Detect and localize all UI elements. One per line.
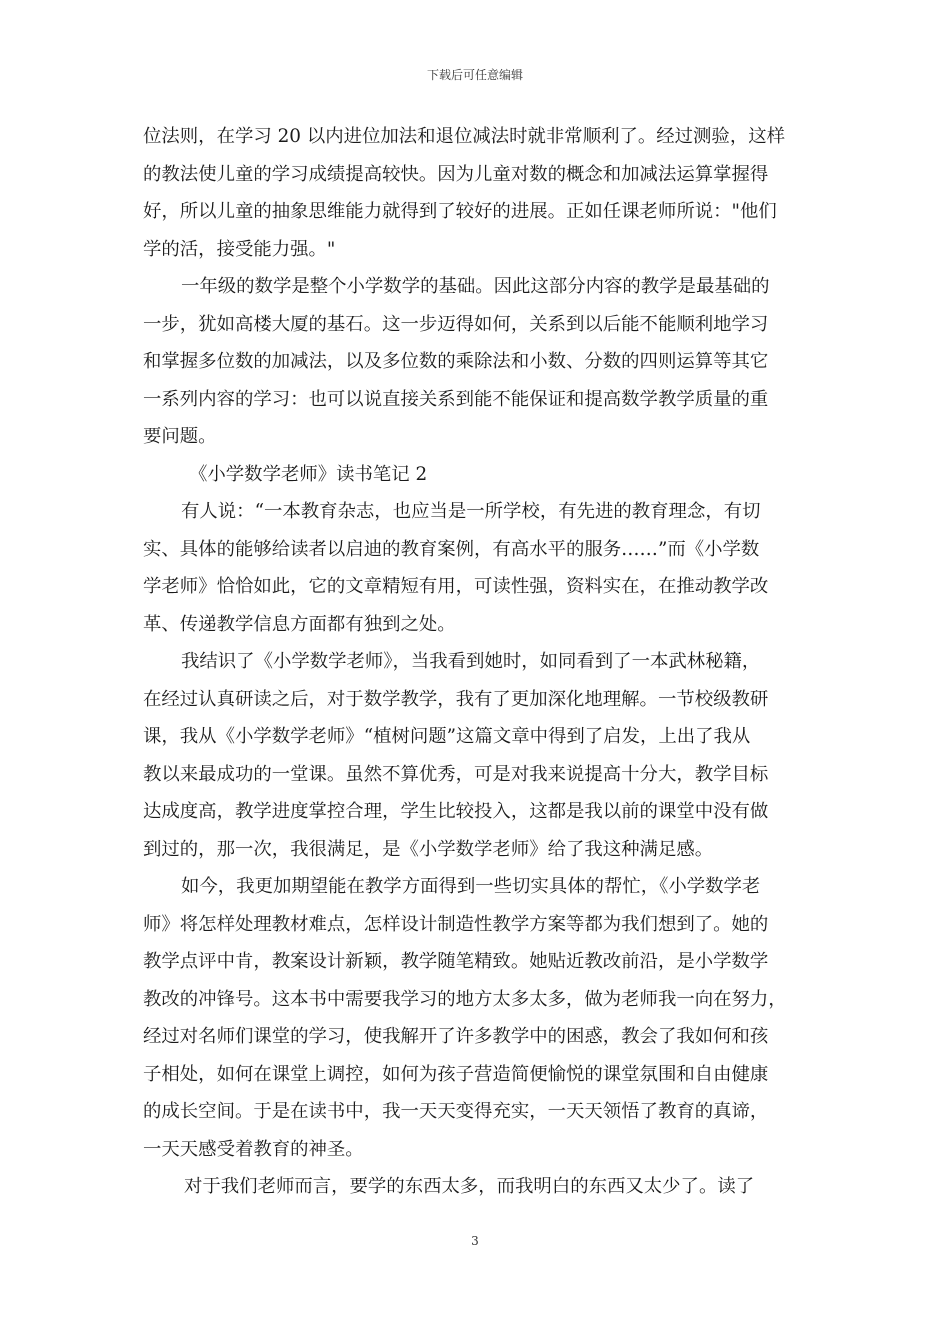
text-line: 对于我们老师而言，要学的东西太多，而我明白的东西又太少了。读了 [184, 1176, 755, 1197]
text-line: 有人说：“一本教育杂志，也应当是一所学校，有先进的教育理念，有切 [181, 501, 761, 522]
text-line: 学的活，接受能力强。" [143, 238, 336, 260]
text-line: 我结识了《小学数学老师》，当我看到她时，如同看到了一本武林秘籍， [181, 651, 761, 672]
page-header: 下载后可任意编辑 [426, 68, 523, 82]
page-number: 3 [471, 1234, 479, 1248]
text-line: 课，我从《小学数学老师》“植树问题”这篇文章中得到了启发，上出了我从 [143, 726, 751, 747]
text-line: 师》将怎样处理教材难点，怎样设计制造性教学方案等都为我们想到了。她的 [143, 913, 769, 935]
text-line: 达成度高，教学进度掌控合理，学生比较投入，这都是我以前的课堂中没有做 [143, 801, 769, 822]
section-title: 《小学数学老师》读书笔记 2 [189, 463, 428, 485]
text-line: 革、传递教学信息方面都有独到之处。 [143, 613, 456, 635]
text-line: 如今，我更加期望能在教学方面得到一些切实具体的帮忙，《小学数学老 [181, 876, 761, 897]
text-line: 和掌握多位数的加减法，以及多位数的乘除法和小数、分数的四则运算等其它 [143, 351, 769, 372]
text-line: 的教法使儿童的学习成绩提高较快。因为儿童对数的概念和加减法运算掌握得 [143, 163, 769, 185]
text-line: 到过的，那一次，我很满足，是《小学数学老师》给了我这种满足感。 [143, 838, 714, 860]
document-body [143, 118, 811, 1206]
text-line: 位法则，在学习 20 以内进位加法和退位减法时就非常顺利了。经过测验，这样 [143, 126, 785, 147]
text-line: 一天天感受着教育的神圣。 [143, 1138, 364, 1160]
text-line: 一步，犹如高楼大厦的基石。这一步迈得如何，关系到以后能不能顺利地学习 [143, 313, 769, 335]
text-line: 子相处，如何在课堂上调控，如何为孩子营造简便愉悦的课堂氛围和自由健康 [143, 1063, 769, 1085]
text-line: 的成长空间。于是在读书中，我一天天变得充实，一天天领悟了教育的真谛， [143, 1101, 769, 1122]
text-line: 一年级的数学是整个小学数学的基础。因此这部分内容的教学是最基础的 [181, 276, 770, 297]
text-line: 学老师》恰恰如此，它的文章精短有用，可读性强，资料实在，在推动教学改 [143, 576, 769, 597]
text-line: 经过对名师们课堂的学习，使我解开了许多教学中的困惑，教会了我如何和孩 [143, 1026, 769, 1047]
text-line: 好，所以儿童的抽象思维能力就得到了较好的进展。正如任课老师所说："他们 [143, 201, 777, 222]
text-line: 实、具体的能够给读者以启迪的教育案例，有高水平的服务……”而《小学数 [143, 538, 760, 560]
text-line: 教以来最成功的一堂课。虽然不算优秀，可是对我来说提高十分大，教学目标 [143, 763, 769, 785]
text-line: 教学点评中肯，教案设计新颖，教学随笔精致。她贴近教改前沿，是小学数学 [143, 951, 769, 972]
text-line: 一系列内容的学习：也可以说直接关系到能不能保证和提高数学教学质量的重 [143, 388, 769, 410]
text-line: 教改的冲锋号。这本书中需要我学习的地方太多太多，做为老师我一向在努力， [143, 988, 787, 1010]
text-line: 要问题。 [143, 426, 217, 447]
text-line: 在经过认真研读之后，对于数学教学，我有了更加深化地理解。一节校级教研 [143, 688, 769, 710]
